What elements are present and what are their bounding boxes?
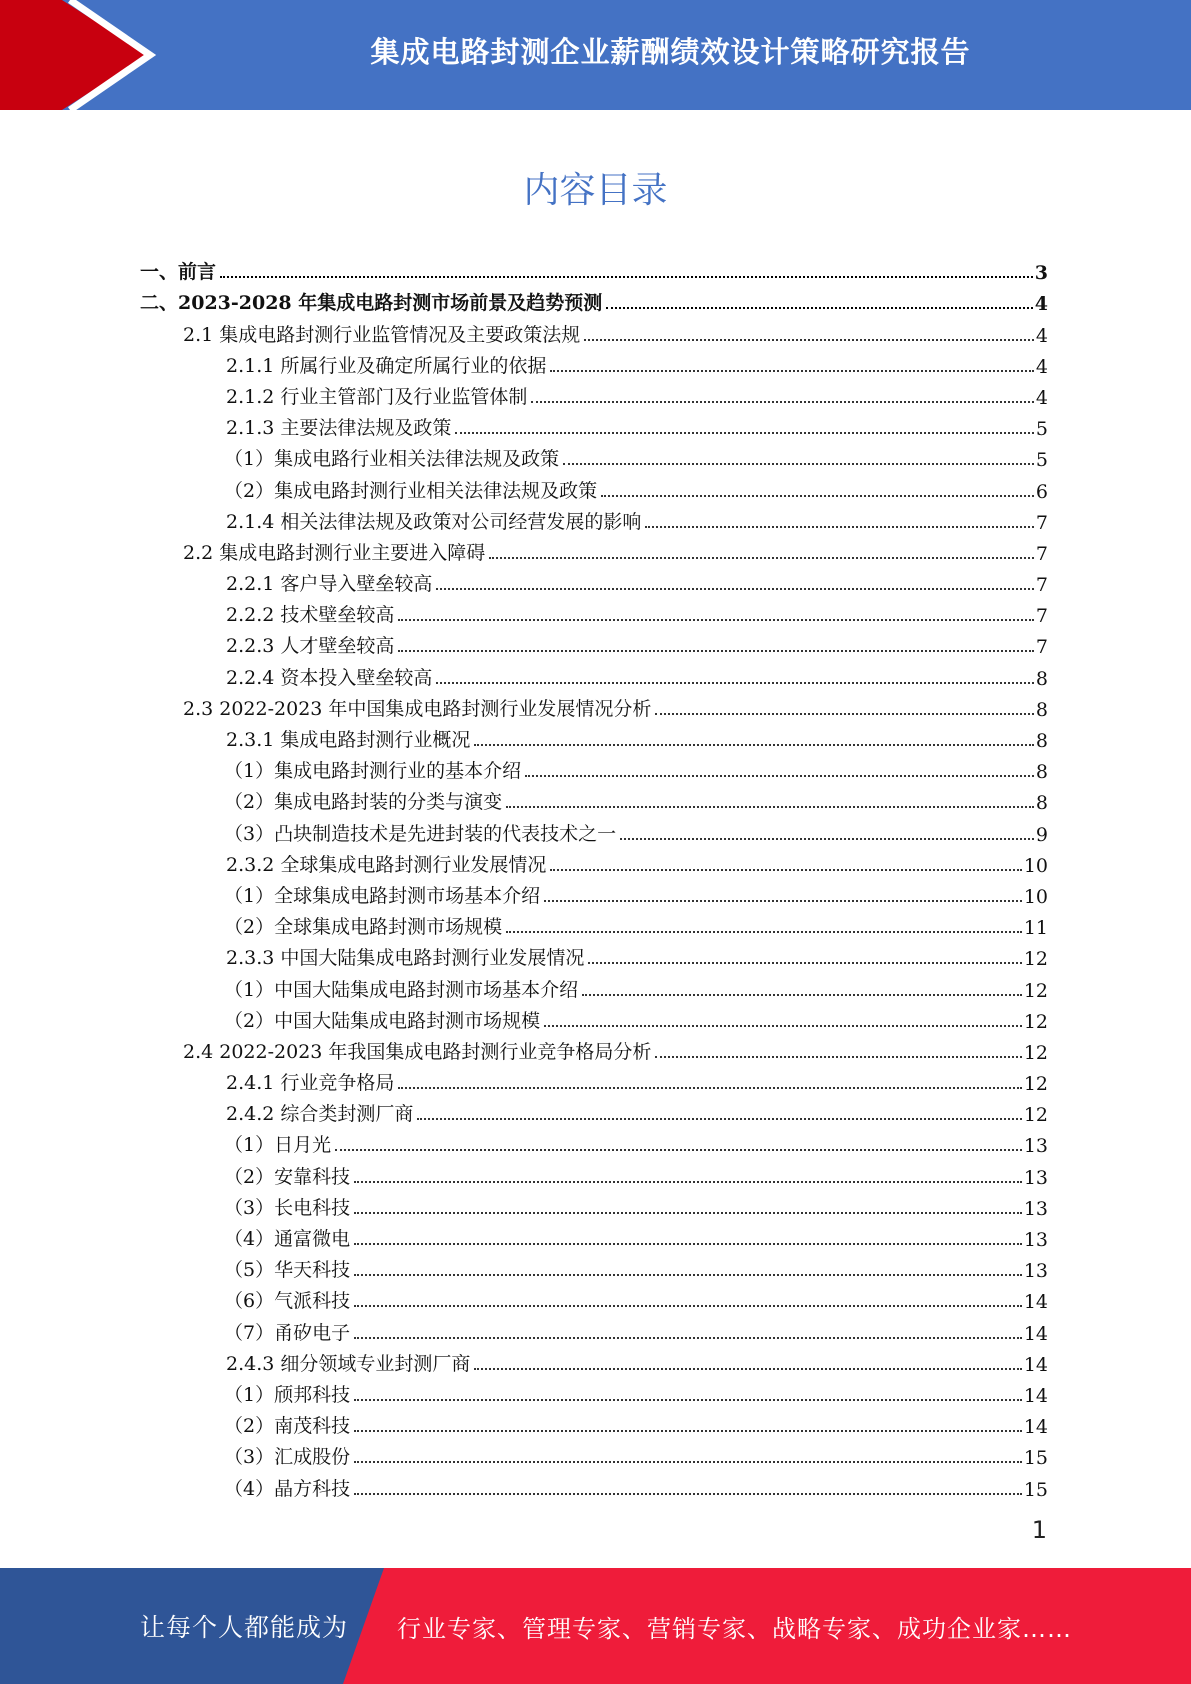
toc-entry-title: 2.2.2 技术壁垒较高 <box>226 604 395 627</box>
page-number: 1 <box>1031 1516 1047 1544</box>
toc-entry[interactable] <box>140 565 1048 596</box>
toc-entry-title: 2.1.3 主要法律法规及政策 <box>226 417 452 440</box>
toc-entry[interactable] <box>140 1189 1048 1220</box>
toc-entry[interactable] <box>140 1126 1048 1157</box>
toc-entry[interactable] <box>140 440 1048 471</box>
toc-entry-title: （4）晶方科技 <box>224 1477 351 1500</box>
toc-entry[interactable] <box>140 1064 1048 1095</box>
toc-dot-leader <box>588 962 1021 964</box>
toc-entry[interactable] <box>140 253 1048 284</box>
toc-dot-leader <box>354 1493 1022 1495</box>
toc-entry-title: 一、前言 <box>140 261 217 284</box>
toc-entry-title: 2.3.3 中国大陆集成电路封测行业发展情况 <box>226 947 585 970</box>
toc-entry-title: （1）中国大陆集成电路封测市场基本介绍 <box>224 978 579 1001</box>
toc-entry-page: 15 <box>1023 1478 1048 1501</box>
toc-entry[interactable] <box>140 471 1048 502</box>
toc-entry[interactable] <box>140 939 1048 970</box>
toc-entry[interactable] <box>140 1345 1048 1376</box>
toc-entry[interactable] <box>140 908 1048 939</box>
footer-slogan-left: 让每个人都能成为 <box>140 1613 349 1642</box>
header-arrow-red <box>0 0 148 110</box>
toc-entry[interactable] <box>140 970 1048 1001</box>
toc-entry-page: 8 <box>1035 698 1048 721</box>
toc-entry-page: 15 <box>1023 1447 1048 1470</box>
toc-entry-page: 13 <box>1023 1260 1048 1283</box>
toc-dot-leader <box>550 869 1021 871</box>
toc-entry-page: 12 <box>1023 979 1048 1002</box>
toc-entry-title: （1）日月光 <box>224 1134 332 1157</box>
toc-entry-page: 12 <box>1023 1073 1048 1096</box>
toc-entry-page: 9 <box>1035 823 1048 846</box>
toc-dot-leader <box>220 276 1033 278</box>
toc-entry[interactable] <box>140 1438 1048 1469</box>
toc-dot-leader <box>531 401 1034 403</box>
toc-dot-leader <box>455 432 1034 434</box>
toc-dot-leader <box>436 682 1034 684</box>
toc-entry[interactable] <box>140 1376 1048 1407</box>
toc-entry-page: 14 <box>1023 1416 1048 1439</box>
toc-entry[interactable] <box>140 378 1048 409</box>
toc-entry[interactable] <box>140 1469 1048 1500</box>
toc-entry[interactable] <box>140 1002 1048 1033</box>
toc-entry[interactable] <box>140 1313 1048 1344</box>
toc-entry-page: 4 <box>1035 324 1048 347</box>
toc-entry[interactable] <box>140 503 1048 534</box>
toc-entry-title: 2.2.4 资本投入壁垒较高 <box>226 666 433 689</box>
toc-dot-leader <box>544 900 1022 902</box>
toc-entry-page: 4 <box>1035 355 1048 378</box>
toc-entry-page: 14 <box>1023 1384 1048 1407</box>
toc-entry[interactable] <box>140 658 1048 689</box>
toc-entry-title: 2.2.1 客户导入壁垒较高 <box>226 573 433 596</box>
toc-entry-page: 4 <box>1035 386 1048 409</box>
toc-entry-title: （1）颀邦科技 <box>224 1383 351 1406</box>
toc-dot-leader <box>655 713 1033 715</box>
toc-dot-leader <box>354 1243 1022 1245</box>
toc-entry-page: 14 <box>1023 1322 1048 1345</box>
toc-entry[interactable] <box>140 315 1048 346</box>
page-footer <box>0 1568 1191 1684</box>
toc-entry-page: 7 <box>1035 511 1048 534</box>
toc-entry-title: （2）集成电路封装的分类与演变 <box>224 791 503 814</box>
toc-entry[interactable] <box>140 534 1048 565</box>
toc-entry-title: 2.4.1 行业竞争格局 <box>226 1072 395 1095</box>
toc-entry-title: 2.2.3 人才壁垒较高 <box>226 635 395 658</box>
toc-entry-title: 2.1.2 行业主管部门及行业监管体制 <box>226 385 528 408</box>
toc-entry-page: 6 <box>1035 480 1048 503</box>
toc-dot-leader <box>584 339 1034 341</box>
toc-entry[interactable] <box>140 1157 1048 1188</box>
toc-entry-title: 2.3.2 全球集成电路封测行业发展情况 <box>226 853 547 876</box>
toc-dot-leader <box>506 806 1034 808</box>
toc-entry-title: （6）气派科技 <box>224 1290 351 1313</box>
toc-entry[interactable] <box>140 1033 1048 1064</box>
toc-entry-title: 2.3.1 集成电路封测行业概况 <box>226 729 471 751</box>
toc-entry-page: 3 <box>1034 262 1048 285</box>
toc-entry-title: （2）全球集成电路封测市场规模 <box>224 916 503 939</box>
table-of-contents <box>140 253 1048 1501</box>
toc-entry-title: （1）集成电路行业相关法律法规及政策 <box>224 448 560 471</box>
toc-entry-title: 2.1.4 相关法律法规及政策对公司经营发展的影响 <box>226 510 642 533</box>
toc-entry-title: 二、2023-2028 年集成电路封测市场前景及趋势预测 <box>140 292 603 315</box>
toc-dot-leader <box>398 650 1034 652</box>
toc-dot-leader <box>645 526 1034 528</box>
toc-entry-page: 11 <box>1023 917 1048 940</box>
toc-dot-leader <box>474 744 1034 746</box>
toc-entry[interactable] <box>140 347 1048 378</box>
toc-dot-leader <box>563 463 1034 465</box>
toc-dot-leader <box>655 1056 1021 1058</box>
toc-entry-page: 13 <box>1023 1229 1048 1251</box>
toc-dot-leader <box>354 1430 1022 1432</box>
toc-dot-leader <box>550 370 1034 372</box>
toc-entry-title: （1）集成电路封测行业的基本介绍 <box>224 760 522 783</box>
toc-entry[interactable] <box>140 1095 1048 1126</box>
toc-entry[interactable] <box>140 877 1048 908</box>
toc-dot-leader <box>489 557 1034 559</box>
toc-dot-leader <box>354 1337 1022 1339</box>
toc-heading: 内容目录 <box>523 170 668 211</box>
toc-entry[interactable] <box>140 627 1048 658</box>
toc-dot-leader <box>620 838 1034 840</box>
toc-dot-leader <box>398 619 1034 621</box>
toc-dot-leader <box>354 1399 1022 1401</box>
toc-entry-page: 12 <box>1023 1041 1048 1064</box>
toc-dot-leader <box>525 775 1034 777</box>
toc-entry-title: 2.2 集成电路封测行业主要进入障碍 <box>183 541 486 564</box>
toc-entry[interactable] <box>140 1220 1048 1251</box>
toc-entry[interactable] <box>140 846 1048 877</box>
toc-entry-title: （3）汇成股份 <box>224 1446 351 1469</box>
toc-entry-page: 14 <box>1023 1353 1048 1376</box>
toc-entry-title: （7）甬矽电子 <box>224 1321 351 1344</box>
toc-entry-page: 13 <box>1023 1166 1048 1189</box>
toc-dot-leader <box>601 495 1034 497</box>
toc-dot-leader <box>436 588 1034 590</box>
toc-entry[interactable] <box>140 752 1048 783</box>
toc-entry[interactable] <box>140 284 1048 315</box>
toc-entry[interactable] <box>140 721 1048 752</box>
toc-dot-leader <box>354 1274 1022 1276</box>
toc-entry-page: 13 <box>1023 1197 1048 1220</box>
toc-dot-leader <box>354 1181 1022 1183</box>
toc-entry-title: （5）华天科技 <box>224 1259 351 1282</box>
toc-dot-leader <box>398 1087 1021 1089</box>
toc-dot-leader <box>474 1368 1021 1370</box>
toc-entry-page: 7 <box>1035 636 1048 659</box>
toc-entry-page: 8 <box>1035 761 1048 784</box>
toc-entry-title: （4）通富微电 <box>224 1228 351 1250</box>
toc-entry-page: 8 <box>1035 667 1048 690</box>
toc-entry-title: （1）全球集成电路封测市场基本介绍 <box>224 884 541 907</box>
toc-entry-page: 13 <box>1023 1135 1048 1158</box>
toc-entry[interactable] <box>140 783 1048 814</box>
toc-dot-leader <box>582 994 1022 996</box>
toc-entry[interactable] <box>140 1282 1048 1313</box>
toc-entry-title: 2.4.3 细分领域专业封测厂商 <box>226 1352 471 1375</box>
toc-entry-page: 5 <box>1035 449 1048 472</box>
toc-entry-page: 12 <box>1023 1104 1048 1127</box>
toc-entry[interactable] <box>140 814 1048 845</box>
toc-entry-page: 8 <box>1035 730 1048 752</box>
toc-entry-page: 5 <box>1035 418 1048 441</box>
toc-entry-title: （2）中国大陆集成电路封测市场规模 <box>224 1009 541 1032</box>
toc-entry-title: 2.1 集成电路封测行业监管情况及主要政策法规 <box>183 323 581 346</box>
toc-entry-title: 2.4 2022-2023 年我国集成电路封测行业竞争格局分析 <box>183 1040 652 1063</box>
toc-entry[interactable] <box>140 1251 1048 1282</box>
toc-dot-leader <box>417 1118 1021 1120</box>
toc-entry-page: 12 <box>1023 1010 1048 1033</box>
toc-entry-title: （2）集成电路封测行业相关法律法规及政策 <box>224 479 598 502</box>
toc-entry-title: （3）凸块制造技术是先进封装的代表技术之一 <box>224 822 617 845</box>
page-header <box>0 0 1191 110</box>
report-title: 集成电路封测企业薪酬绩效设计策略研究报告 <box>370 34 971 69</box>
toc-entry[interactable] <box>140 596 1048 627</box>
toc-dot-leader <box>506 931 1022 933</box>
toc-dot-leader <box>354 1305 1022 1307</box>
toc-entry-page: 12 <box>1023 948 1048 971</box>
toc-entry-title: 2.3 2022-2023 年中国集成电路封测行业发展情况分析 <box>183 697 652 720</box>
toc-entry-title: （3）长电科技 <box>224 1196 351 1219</box>
footer-slogan-right: 行业专家、管理专家、营销专家、战略专家、成功企业家…… <box>397 1614 1072 1643</box>
toc-entry-page: 7 <box>1035 574 1048 597</box>
toc-entry[interactable] <box>140 1407 1048 1438</box>
toc-entry[interactable] <box>140 690 1048 721</box>
toc-dot-leader <box>335 1149 1022 1151</box>
toc-entry-page: 10 <box>1023 885 1048 908</box>
toc-dot-leader <box>544 1025 1022 1027</box>
toc-entry-page: 7 <box>1035 605 1048 628</box>
toc-entry-title: （2）安靠科技 <box>224 1165 351 1188</box>
toc-entry-page: 14 <box>1023 1291 1048 1314</box>
toc-entry-page: 7 <box>1035 542 1048 565</box>
toc-dot-leader <box>606 307 1033 309</box>
toc-entry-page: 8 <box>1035 792 1048 815</box>
toc-dot-leader <box>354 1212 1022 1214</box>
toc-entry-page: 4 <box>1034 293 1048 316</box>
toc-entry-title: （2）南茂科技 <box>224 1415 351 1438</box>
toc-entry[interactable] <box>140 409 1048 440</box>
toc-entry-title: 2.4.2 综合类封测厂商 <box>226 1103 414 1126</box>
toc-entry-page: 10 <box>1023 854 1048 877</box>
toc-dot-leader <box>354 1461 1022 1463</box>
toc-entry-title: 2.1.1 所属行业及确定所属行业的依据 <box>226 354 547 377</box>
